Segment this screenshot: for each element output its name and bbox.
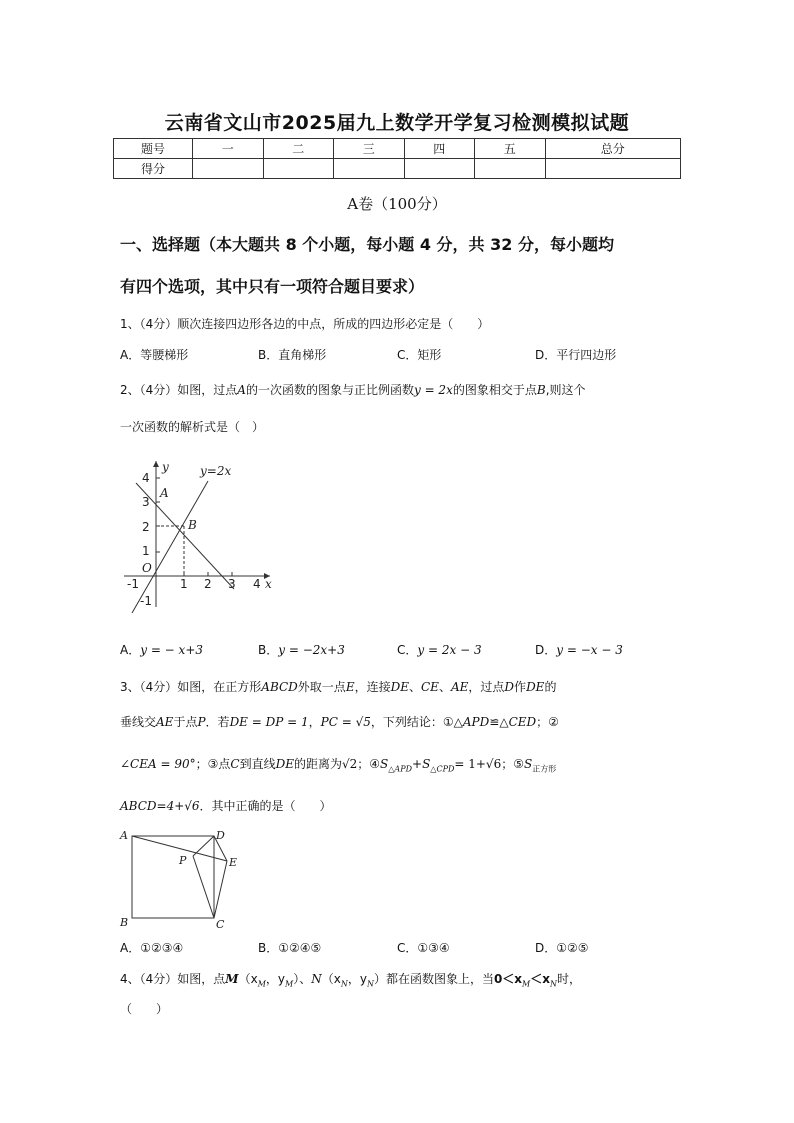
score-table bbox=[113, 138, 681, 179]
segment-dp bbox=[193, 836, 214, 856]
q3-math: AE bbox=[450, 680, 469, 694]
q3-text: ；③点 bbox=[195, 757, 231, 771]
q3-math: DE bbox=[275, 757, 294, 771]
q2-stem-line2: 一次函数的解析式是（ ） bbox=[120, 420, 265, 434]
q4-text: 时， bbox=[557, 972, 582, 986]
q3-text: 3、（4分）如图，在正方形 bbox=[120, 680, 262, 694]
score-cell bbox=[545, 159, 681, 179]
q2-option-c bbox=[397, 641, 482, 658]
q3-subscript: △CPD bbox=[430, 764, 455, 774]
q2-point-a: A bbox=[237, 383, 246, 397]
q2-option-a-expr: y = − x+3 bbox=[140, 643, 204, 657]
y-tick-label: 1 bbox=[142, 544, 150, 558]
score-row-label: 得分 bbox=[114, 159, 193, 179]
graph-point-a-label: A bbox=[160, 486, 169, 500]
q3-math: P bbox=[197, 715, 206, 729]
q3-math: DE = DP = 1 bbox=[229, 715, 309, 729]
q3-math: CE bbox=[421, 680, 439, 694]
q3-text: ；⑤ bbox=[501, 757, 524, 771]
q4-text: （x bbox=[238, 972, 258, 986]
score-cell bbox=[334, 159, 405, 179]
q3-text: 的距离为 bbox=[293, 757, 342, 771]
q2-stem-d: ,则这个 bbox=[545, 383, 586, 397]
q3-text: 的 bbox=[544, 680, 557, 694]
q3-text: ，下列结论：①△ bbox=[370, 715, 463, 729]
q2-option-c-label: C． bbox=[397, 643, 418, 657]
q3-line2 bbox=[120, 713, 690, 730]
y-tick-label: 4 bbox=[142, 471, 150, 485]
q3-line1 bbox=[120, 678, 690, 695]
q3-text: ；④ bbox=[357, 757, 381, 771]
page-title: 云南省文山市2025届九上数学开学复习检测模拟试题 bbox=[164, 112, 630, 134]
q3-math: PC = √5 bbox=[320, 715, 371, 729]
graph-y-label: y bbox=[162, 460, 169, 474]
q4-subscript: N bbox=[366, 979, 374, 989]
q3-text: ．其中正确的是（ ） bbox=[199, 799, 332, 813]
x-tick-label: 1 bbox=[180, 577, 188, 591]
q3-text: ．若 bbox=[205, 715, 230, 729]
q3-math: D bbox=[504, 680, 515, 694]
fig-label-d: D bbox=[216, 829, 225, 842]
score-table-score-row bbox=[114, 159, 681, 179]
q2-stem-a: 2、（4分）如图，过点 bbox=[120, 383, 238, 397]
segment-pc bbox=[193, 856, 214, 918]
q3-math: √2 bbox=[342, 757, 358, 771]
q2-option-a bbox=[120, 641, 203, 658]
part1-heading-line2: 有四个选项，其中只有一项符合题目要求） bbox=[120, 277, 425, 296]
score-header-cell: 一 bbox=[193, 139, 264, 159]
q3-subscript: 正方形 bbox=[532, 764, 557, 774]
fig-label-p: P bbox=[179, 854, 187, 867]
q1-option-a: A．等腰梯形 bbox=[120, 348, 189, 362]
q2-option-b bbox=[258, 641, 345, 658]
q3-math: DE bbox=[526, 680, 545, 694]
q3-option-a: A．①②③④ bbox=[120, 941, 184, 955]
q2-option-c-expr: y = 2x − 3 bbox=[417, 643, 482, 657]
score-header-cell: 二 bbox=[263, 139, 334, 159]
q3-text: ，过点 bbox=[468, 680, 505, 694]
q3-subscript: △APD bbox=[388, 764, 413, 774]
y-tick-label: 2 bbox=[142, 520, 150, 534]
q4-line2: （ ） bbox=[120, 1002, 169, 1016]
q2-option-b-expr: y = −2x+3 bbox=[278, 643, 345, 657]
graph-line-label: y=2x bbox=[200, 464, 232, 478]
graph-x-label: x bbox=[265, 577, 272, 591]
graph-point-b-label: B bbox=[188, 518, 197, 532]
fig-label-e: E bbox=[229, 856, 238, 869]
score-header-cell: 四 bbox=[404, 139, 475, 159]
q4-subscript: N bbox=[340, 979, 348, 989]
q2-func: y = 2x bbox=[413, 383, 453, 397]
score-header-cell: 题号 bbox=[114, 139, 193, 159]
q4-text: ，y bbox=[265, 972, 285, 986]
q3-text: 外取一点 bbox=[297, 680, 346, 694]
q3-math: +S bbox=[412, 757, 431, 771]
x-tick-label: 4 bbox=[253, 577, 261, 591]
q4-subscript: M bbox=[522, 979, 531, 989]
q2-graph bbox=[122, 455, 282, 615]
q4-text: ）都在函数图象上，当 bbox=[373, 972, 494, 986]
q3-text: 于点 bbox=[173, 715, 198, 729]
q4-subscript: N bbox=[550, 979, 557, 989]
q1-option-b: B．直角梯形 bbox=[258, 348, 327, 362]
score-cell bbox=[475, 159, 546, 179]
q3-math: E bbox=[345, 680, 355, 694]
q4-line1 bbox=[120, 970, 690, 988]
q3-line3 bbox=[120, 755, 690, 774]
q3-text: ≌△ bbox=[489, 715, 509, 729]
q3-text: ， bbox=[308, 715, 321, 729]
x-tick-label: -1 bbox=[127, 577, 139, 591]
q3-math: CED bbox=[508, 715, 537, 729]
q3-math: ABCD=4+√6 bbox=[120, 799, 200, 813]
score-cell bbox=[263, 159, 334, 179]
q3-math: = 1+√6 bbox=[454, 757, 502, 771]
q4-subscript: M bbox=[257, 979, 266, 989]
score-cell bbox=[404, 159, 475, 179]
q4-text: 4、（4分）如图，点 bbox=[120, 972, 226, 986]
q2-option-d-label: D． bbox=[535, 643, 557, 657]
q4-math: N bbox=[311, 972, 322, 986]
q2-option-d bbox=[535, 641, 623, 658]
q1-stem: 1、（4分）顺次连接四边形各边的中点，所成的四边形必定是（ ） bbox=[120, 317, 490, 331]
fig-label-b: B bbox=[120, 916, 129, 929]
q3-math: S bbox=[523, 757, 533, 771]
q3-math: ABCD bbox=[261, 680, 298, 694]
score-header-cell: 总分 bbox=[545, 139, 681, 159]
q3-text: 、 bbox=[438, 680, 451, 694]
q3-text: 到直线 bbox=[239, 757, 276, 771]
q3-math: DE bbox=[390, 680, 409, 694]
q4-text: ，y bbox=[347, 972, 367, 986]
segment-ce bbox=[214, 861, 227, 918]
part1-heading-line1: 一、选择题（本大题共 8 个小题，每小题 4 分，共 32 分，每小题均 bbox=[120, 235, 614, 254]
fig-label-c: C bbox=[216, 918, 225, 930]
score-cell bbox=[193, 159, 264, 179]
section-a-title: A卷（100分） bbox=[347, 195, 447, 213]
q3-text: 垂线交 bbox=[120, 715, 157, 729]
q3-text: ；② bbox=[536, 715, 559, 729]
fig-label-a: A bbox=[120, 829, 128, 842]
q3-option-c: C．①③④ bbox=[397, 941, 450, 955]
x-tick-label: 2 bbox=[204, 577, 212, 591]
q3-option-b: B．①②④⑤ bbox=[258, 941, 322, 955]
q3-math: S bbox=[380, 757, 389, 771]
q3-option-d: D．①②⑤ bbox=[535, 941, 589, 955]
q3-line4 bbox=[120, 797, 690, 814]
q3-math: APD bbox=[462, 715, 490, 729]
y-tick-label: 3 bbox=[142, 495, 150, 509]
q3-text: ，连接 bbox=[354, 680, 391, 694]
q3-figure bbox=[115, 828, 245, 930]
q2-point-b: B bbox=[536, 383, 546, 397]
y-arrow-icon bbox=[153, 461, 159, 467]
q1-option-c: C．矩形 bbox=[397, 348, 442, 362]
q2-option-a-label: A． bbox=[120, 643, 141, 657]
q1-option-d: D．平行四边形 bbox=[535, 348, 617, 362]
q2-option-b-label: B． bbox=[258, 643, 279, 657]
score-table-header-row bbox=[114, 139, 681, 159]
q3-math: ∠CEA = 90° bbox=[120, 757, 196, 771]
x-tick-label: 3 bbox=[228, 577, 236, 591]
q4-text: ）、 bbox=[293, 972, 312, 986]
q4-math: 0＜x bbox=[493, 972, 523, 986]
q4-math: M bbox=[225, 972, 239, 986]
q2-stem-c: 的图象相交于点 bbox=[452, 383, 537, 397]
q4-subscript: M bbox=[285, 979, 294, 989]
y-tick-label: -1 bbox=[140, 594, 152, 608]
q3-math: C bbox=[230, 757, 240, 771]
q3-text: 作 bbox=[514, 680, 527, 694]
q2-stem-b: 的一次函数的图象与正比例函数 bbox=[245, 383, 414, 397]
q2-stem-line1 bbox=[120, 381, 690, 398]
graph-origin-label: O bbox=[142, 561, 152, 575]
score-header-cell: 三 bbox=[334, 139, 405, 159]
q4-math: ＜x bbox=[530, 972, 550, 986]
q2-option-d-expr: y = −x − 3 bbox=[556, 643, 623, 657]
q4-text: （x bbox=[321, 972, 341, 986]
q3-text: 、 bbox=[408, 680, 421, 694]
q3-math: AE bbox=[156, 715, 174, 729]
score-header-cell: 五 bbox=[475, 139, 546, 159]
